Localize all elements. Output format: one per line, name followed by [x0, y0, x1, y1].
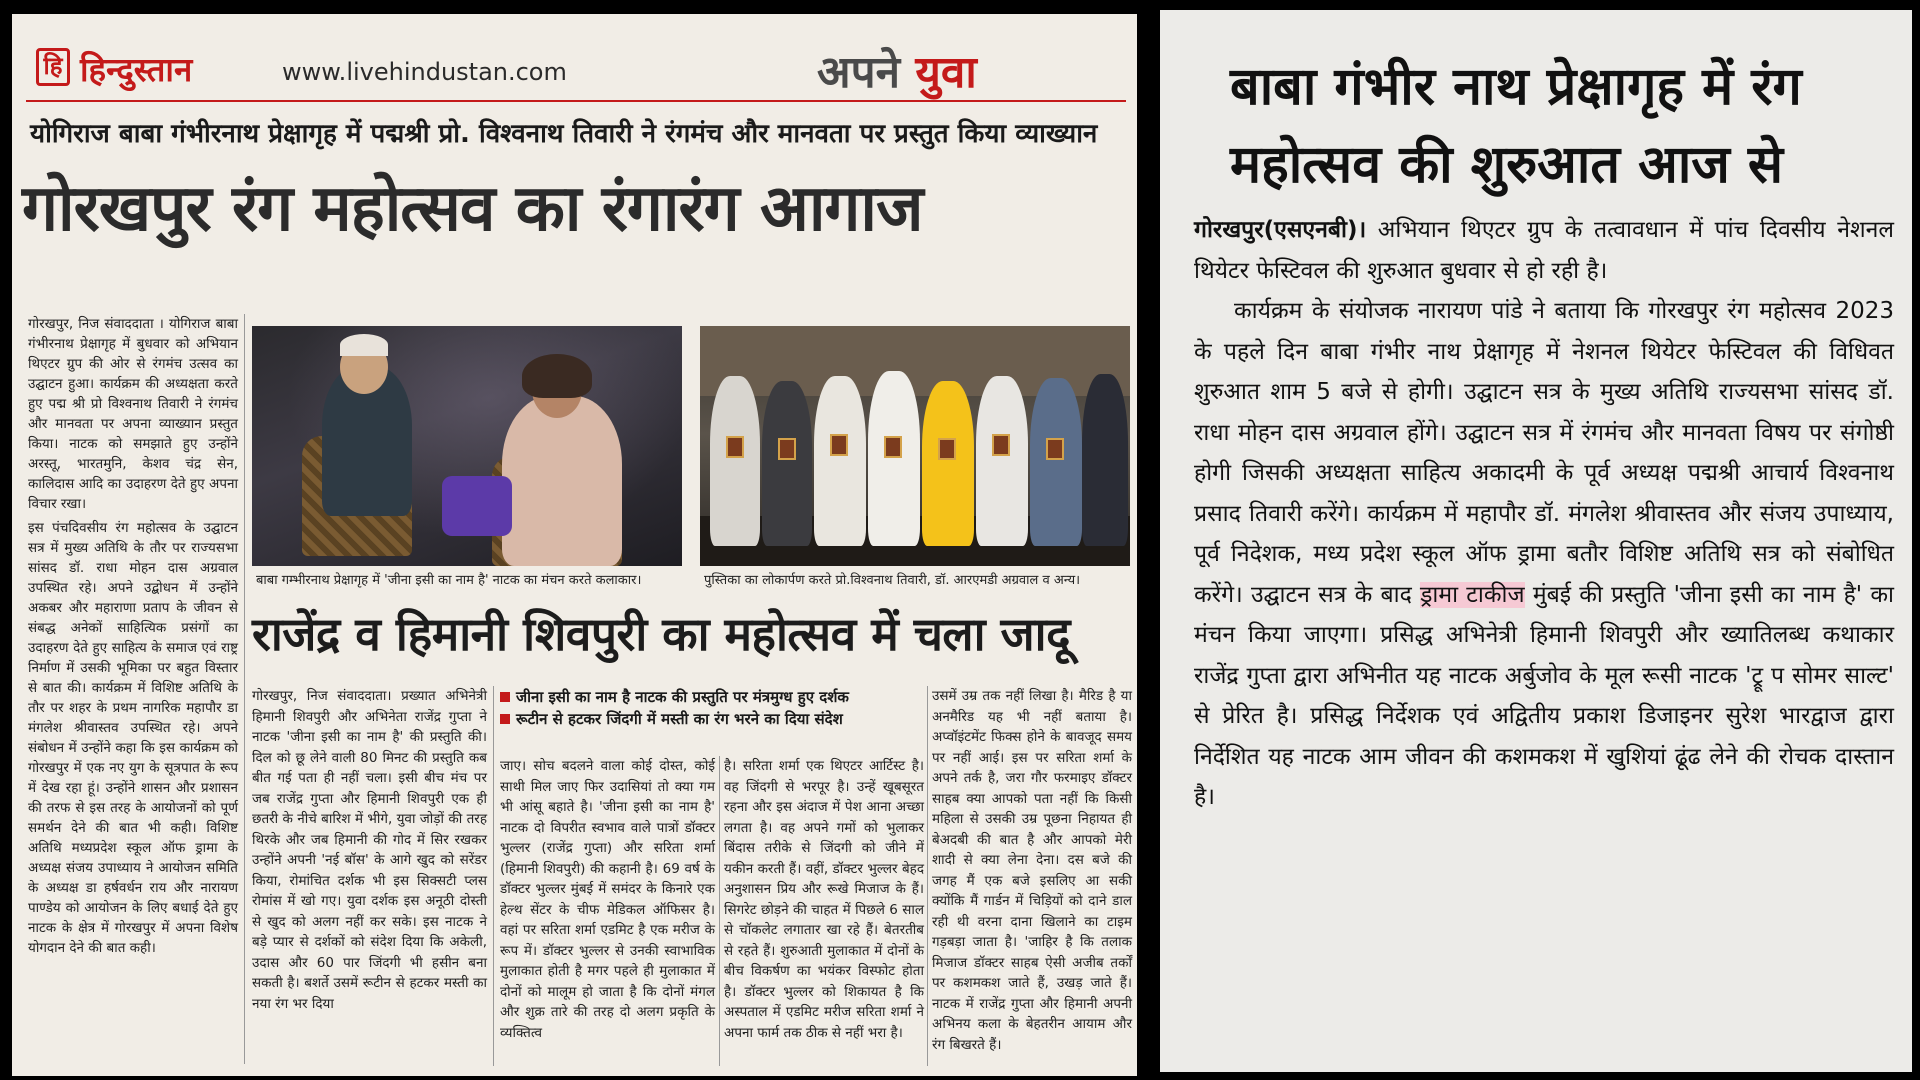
column-divider: [927, 686, 928, 1066]
highlighted-text: ड्रामा टाकीज: [1420, 581, 1525, 608]
photo1-caption: बाबा गम्भीरनाथ प्रेक्षागृह में 'जीना इसी का नाम है' नाटक का मंचन करते कलाकार।: [256, 573, 642, 588]
story2-column-4: उसमें उम्र तक नहीं लिखा है। मैरिड है या अनमैरिड यह भी नहीं बताया है। अप्वॉइंटमेंट फिक्स होने के बावजूद समय पर नहीं आई। इस पर सरिता शर्मा के अपने तर्क है, जरा गौर फरमाइए डॉक्टर साहब क्या आपको पता नहीं कि किसी महिला से उसकी उम्र पूछना निहायत ही बेअदबी की बात है और आपको मेरी शादी से क्या लेना देना। दस बजे की जगह मैं एक बजे इसलिए आ सकी क्योंकि मैं गार्डन में चिड़ियों को दाने डाल रही थी वरना दाना खिलाने का टाइम गड़बड़ा जाता है। 'जाहिर है कि तलाक मिजाज डॉक्टर साहब ऐसी अजीब तर्कों पर कशमकश जाते हैं, उखड़ जाते हैं। नाटक में राजेंद्र गुप्ता और हिमानी अपनी अभिनय कला के बेहतरीन आयाम और रंग बिखरते हैं।: [932, 688, 1132, 1053]
right-body: [1194, 210, 1894, 818]
para2-text-cont: मुंबई की प्रस्तुति 'जीना इसी का नाम है' का मंचन किया जाएगा। प्रसिद्ध अभिनेत्री हिमानी शिवपुरी और ख्यातिलब्ध कथाकार राजेंद्र गुप्ता द्वारा अभिनीत यह नाटक अर्बुजोव के मूल रूसी नाटक 'ट्रू प सोमर साल्ट' से प्रेरित है। प्रसिद्ध निर्देशक एवं अद्वितीय प्रकाश डिजाइनर सुरेश भारद्वाज द्वारा निर्देशित यह नाटक आम जीवन की कशमकश में खुशियां ढूंढ लेने की रोचक दास्तान है।: [1194, 581, 1894, 810]
stage-photo: [252, 326, 682, 566]
column-divider: [244, 314, 245, 1064]
brand-url: www.livehindustan.com: [282, 58, 567, 86]
right-clipping: [1160, 10, 1912, 1072]
subdeck-text: रूटीन से हटकर जिंदगी में मस्ती का रंग भरने का दिया संदेश: [516, 710, 843, 728]
second-headline: राजेंद्र व हिमानी शिवपुरी का महोत्सव में चला जादू: [252, 607, 1071, 661]
brand-name: हिन्दुस्तान: [80, 50, 193, 89]
subdeck-text: जीना इसी का नाम है नाटक की प्रस्तुति पर मंत्रमुग्ध हुए दर्शक: [516, 688, 849, 706]
masthead-rule: [26, 100, 1126, 102]
story2-column-2: जाए। सोच बदलने वाला कोई दोस्त, कोई साथी मिल जाए फिर उदासियां तो क्या गम भी आंसू बहाते है। 'जीना इसी का नाम है' नाटक दो विपरीत स्वभाव वाले पात्रों डॉक्टर भुल्लर (राजेंद्र गुप्ता) और सरिता शर्मा (हिमानी शिवपुरी) की कहानी है। 69 वर्ष के डॉक्टर भुल्लर मुंबई में समंदर के किनारे एक हेल्थ सेंटर के चीफ मेडिकल ऑफिसर है। वहां पर सरिता शर्मा एडमिट है एक मरीज के रूप में। डॉक्टर भुल्लर से उनकी स्वाभाविक मुलाकात होती है मगर पहले ही मुलाकात में दोनों को मालूम हो जाता है कि दोनों मंगल और शुक्र तारे की तरह दो अलग प्रकृति के व्यक्तित्व: [500, 758, 715, 1041]
story2-column-3: है। सरिता शर्मा एक थिएटर आर्टिस्ट है। वह जिंदगी से भरपूर है। उन्हें खूबसूरत रहना और इस अंदाज में पेश आना अच्छा लगता है। वह अपने गमों को भुलाकर बिंदास तरीके से जिंदगी को जीने में यकीन करती हैं। वहीं, डॉक्टर भुल्लर बेहद अनुशासन प्रिय और रूखे मिजाज के हैं। सिगरेट छोड़ने की चाहत में पिछले 6 साल से चॉकलेट लगातार खा रहे हैं। बेतरतीब से रहते हैं। शुरुआती मुलाकात में दोनों के बीच विकर्षण का भयंकर विस्फोट होता है। डॉक्टर भुल्लर को शिकायत है कि अस्पताल में एडमिट मरीज सरिता शर्मा ने अपना फार्म तक ठीक से नहीं भरा है।: [724, 758, 924, 1041]
left-clipping: [12, 14, 1137, 1076]
subdeck-line: [500, 708, 920, 730]
right-headline: बाबा गंभीर नाथ प्रेक्षागृह में रंग महोत्सव की शुरुआत आज से: [1230, 57, 1802, 195]
dateline: गोरखपुर(एसएनबी)।: [1194, 217, 1367, 243]
logo-icon: हि: [36, 48, 70, 86]
right-paragraph-2: [1194, 291, 1894, 818]
section-tag: [817, 40, 977, 100]
kicker: योगिराज बाबा गंभीरनाथ प्रेक्षागृह में पद्मश्री प्रो. विश्वनाथ तिवारी ने रंगमंच और मानवता पर प्रस्तुत किया व्याख्यान: [30, 119, 1098, 149]
story1-paragraph: गोरखपुर, निज संवाददाता । योगिराज बाबा गंभीरनाथ प्रेक्षागृह में बुधवार को अभियान थिएटर ग्रुप की ओर से रंगमंच उत्सव का उद्घाटन हुआ। कार्यक्रम की अध्यक्षता करते हुए पद्म श्री प्रो विश्वनाथ तिवारी ने रंगमंच और मानवता पर अपना व्याख्यान प्रस्तुत किया। नाटक को समझाते हुए उन्होंने अरस्तू, भारतमुनि, केशव चंद्र सेन, कालिदास आदि का उदाहरण देते हुए अपना विचार रखा।: [28, 316, 238, 512]
main-headline: गोरखपुर रंग महोत्सव का रंगारंग आगाज: [22, 172, 923, 246]
bullet-icon: [500, 714, 510, 724]
subdeck: [500, 686, 920, 730]
masthead: [22, 28, 1122, 98]
story2-column-1: गोरखपुर, निज संवाददाता। प्रख्यात अभिनेत्री हिमानी शिवपुरी और अभिनेता राजेंद्र गुप्ता ने नाटक 'जीना इसी का नाम है' की प्रस्तुति की। दिल को छू लेने वाली 80 मिनट की प्रस्तुति कब बीत गई पता ही नहीं चला। इसी बीच मंच पर जब राजेंद्र गुप्ता और हिमानी शिवपुरी एक ही छतरी के नीचे बारिश में भीगे, युवा जोड़ों की तरह थिरके और जब हिमानी की गोद में सिर रखकर उन्होंने अपनी 'नई बॉस' के आगे खुद को सरेंडर किया, रोमांचित दर्शक भी इस सिक्सटी प्लस रोमांस में खो गए। युवा दर्शक इस अनूठी दोस्ती से खुद को अलग नहीं कर सके। इस नाटक ने बड़े प्यार से दर्शकों को संदेश दिया कि अकेली, उदास और 60 पार जिंदगी भी हसीन बना सकती है। बशर्ते उसमें रूटीन से हटकर मस्ती का नया रंग भर दिया: [252, 688, 487, 1012]
subdeck-line: [500, 686, 920, 708]
column-divider: [719, 756, 720, 1066]
section-prefix: अपने: [817, 47, 901, 98]
para2-text: कार्यक्रम के संयोजक नारायण पांडे ने बताया कि गोरखपुर रंग महोत्सव 2023 के पहले दिन बाबा गंभीर नाथ प्रेक्षागृह में नेशनल थियेटर फेस्टिवल की विधिवत शुरुआत शाम 5 बजे से होगी। उद्घाटन सत्र के मुख्य अतिथि राज्यसभा सांसद डॉ. राधा मोहन दास अग्रवाल होंगे। उद्घाटन सत्र में रंगमंच और मानवता विषय पर संगोष्ठी होगी जिसकी अध्यक्षता साहित्य अकादमी के पूर्व अध्यक्ष पद्मश्री आचार्य विश्वनाथ प्रसाद तिवारी करेंगे। कार्यक्रम में महापौर डॉ. मंगलेश श्रीवास्तव और संजय उपाध्याय, पूर्व निदेशक, मध्य प्रदेश स्कूल ऑफ ड्रामा बतौर विशिष्ट अतिथि सत्र को संबोधित करेंगे। उद्घाटन सत्र के बाद: [1194, 298, 1894, 608]
photo2-caption: पुस्तिका का लोकार्पण करते प्रो.विश्वनाथ तिवारी, डॉ. आरएमडी अग्रवाल व अन्य।: [704, 573, 1081, 588]
para1-text: अभियान थिएटर ग्रुप के तत्वावधान में पांच दिवसीय नेशनल थियेटर फेस्टिवल की शुरुआत बुधवार से हो रही है।: [1194, 217, 1895, 284]
right-paragraph-1: [1194, 210, 1894, 291]
ceremony-photo: [700, 326, 1130, 566]
bullet-icon: [500, 692, 510, 702]
section-highlight: युवा: [915, 47, 977, 98]
story1-paragraph: इस पंचदिवसीय रंग महोत्सव के उद्घाटन सत्र में मुख्य अतिथि के तौर पर राज्यसभा सांसद डॉ. राधा मोहन दास अग्रवाल उपस्थित रहे। अपने उद्बोधन में उन्होंने अकबर और महाराणा प्रताप के जीवन से संबद्ध अनेकों साहित्यिक प्रसंगों का उदाहरण देते हुए साहित्य के समाज एवं राष्ट्र निर्माण में उसकी भूमिका पर बहुत विस्तार से बात की। कार्यक्रम में विशिष्ट अतिथि के तौर पर शहर के प्रथम नागरिक महापौर डा मंगलेश श्रीवास्तव उपस्थित रहे। अपने संबोधन में उन्होंने कहा कि इस कार्यक्रम को गोरखपुर में एक नए युग के सूत्रपात के रूप में देख रहा हूं। उन्होंने शासन और प्रशासन की तरफ से इस तरह के आयोजनों को पूर्ण समर्थन देने की बात भी कही। विशिष्ट अतिथि मध्यप्रदेश स्कूल ऑफ ड्रामा के अध्यक्ष संजय उपाध्याय ने आयोजन समिति के अध्यक्ष डा हर्षवर्धन राय और नारायण पाण्डेय को आयोजन के लिए बधाई देते हुए नाटक के क्षेत्र में गोरखपुर में अपना विशेष योगदान देने की बात कही।: [28, 520, 238, 956]
story1-column: [28, 314, 238, 962]
column-divider: [493, 686, 494, 1066]
